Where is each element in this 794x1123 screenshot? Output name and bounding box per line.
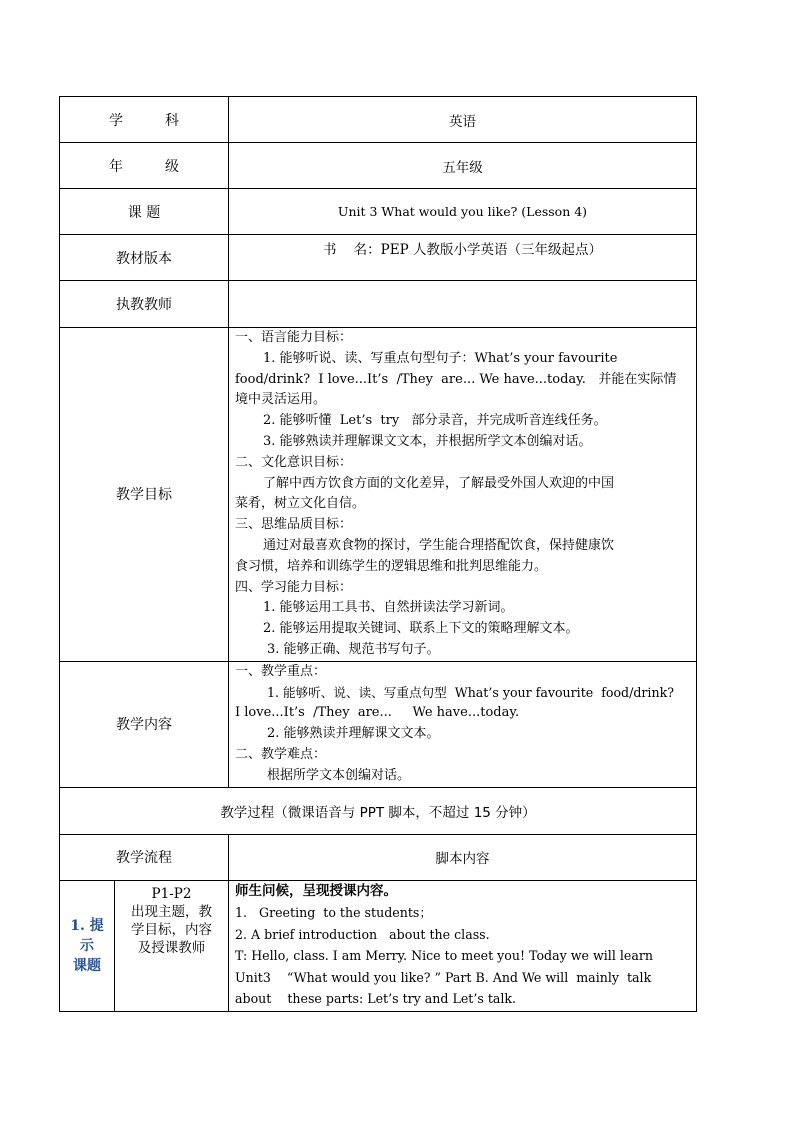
content-line: 1. 能够听、说、读、写重点句型 What’s your favourite food/drink?: [267, 684, 674, 700]
objectives-line: 1. 能够运用工具书、自然拼读法学习新词。: [263, 600, 514, 616]
objectives-line: 菜肴，树立文化自信。: [235, 496, 366, 512]
content-label: 教学内容: [60, 661, 229, 787]
subject-row: [60, 97, 697, 143]
textbook-value: 书 名：PEP 人教版小学英语（三年级起点）: [229, 235, 697, 281]
step1-row: [60, 880, 697, 1011]
process-title: 教学过程（微课语音与 PPT 脚本，不超过 15 分钟）: [60, 787, 697, 834]
objectives-cell: [229, 328, 697, 662]
step1-name-line: 示: [80, 937, 94, 954]
objectives-line: 二、文化意识目标：: [235, 454, 353, 470]
process-header-row: [60, 834, 697, 880]
step1-script: [229, 880, 697, 1011]
step1-desc-line: 学目标，内容: [131, 921, 212, 938]
objectives-row: [60, 328, 697, 662]
objectives-label: 教学目标: [60, 328, 229, 662]
objectives-line: 食习惯，培养和训练学生的逻辑思维和批判思维能力。: [235, 558, 548, 574]
process-title-row: [60, 787, 697, 834]
topic-label: 课 题: [60, 189, 229, 235]
objectives-line: 1. 能够听说、读、写重点句型句子：What’s your favourite: [263, 350, 618, 366]
lesson-plan-table: [59, 96, 697, 1012]
content-cell: [229, 661, 697, 787]
objectives-line: 3. 能够熟读并理解课文文本，并根据所学文本创编对话。: [263, 433, 592, 449]
step1-desc-line: 出现主题，教: [131, 903, 212, 920]
objectives-line: 三、思维品质目标：: [235, 517, 353, 533]
step1-desc: [115, 880, 229, 1011]
teacher-value: [229, 281, 697, 328]
grade-value: 五年级: [229, 143, 697, 189]
step1-script-line: about these parts: Let’s try and Let’s talk.: [235, 991, 517, 1007]
step1-script-line: 1. Greeting to the students；: [235, 905, 432, 921]
topic-value: Unit 3 What would you like? (Lesson 4): [229, 189, 697, 235]
content-row: [60, 661, 697, 787]
step1-script-line: 师生问候，呈现授课内容。: [235, 882, 397, 899]
step1-pages: P1-P2: [151, 885, 192, 902]
step1-script-line: T: Hello, class. I am Merry. Nice to meet you! Today we will learn: [235, 948, 653, 964]
objectives-line: 了解中西方饮食方面的文化差异，了解最受外国人欢迎的中国: [263, 475, 615, 491]
step1-name: [60, 880, 115, 1011]
subject-value: 英语: [229, 97, 697, 143]
content-line: 二、教学难点：: [235, 746, 327, 762]
textbook-row: [60, 235, 697, 281]
objectives-line: 2. 能够运用提取关键词、联系上下文的策略理解文本。: [263, 621, 579, 637]
objectives-line: 四、学习能力目标：: [235, 579, 353, 595]
script-header: 脚本内容: [229, 834, 697, 880]
objectives-line: 境中灵活运用。: [235, 392, 327, 408]
topic-row: [60, 189, 697, 235]
grade-label: 年 级: [60, 143, 229, 189]
content-line: 2. 能够熟读并理解课文文本。: [267, 726, 440, 742]
subject-label: 学 科: [60, 97, 229, 143]
step1-script-line: Unit3 “What would you like? ” Part B. And We will mainly talk: [235, 969, 652, 985]
objectives-line: 2. 能够听懂 Let’s try 部分录音，并完成听音连线任务。: [263, 413, 607, 429]
objectives-line: food/drink? I love...It’s /They are... We have...today. 并能在实际情: [235, 371, 677, 387]
flow-header: 教学流程: [60, 834, 229, 880]
objectives-line: 一、语言能力目标：: [235, 330, 353, 345]
teacher-label: 执教教师: [60, 281, 229, 328]
step1-script-line: 2. A brief introduction about the class.: [235, 926, 490, 942]
content-line: I love...It’s /They are... We have...today.: [235, 705, 520, 721]
step1-desc-line: 及授课教师: [137, 939, 206, 956]
step1-name-line: 1. 提: [70, 917, 104, 934]
content-line: 根据所学文本创编对话。: [267, 767, 411, 783]
grade-row: [60, 143, 697, 189]
objectives-line: 3. 能够正确、规范书写句子。: [267, 641, 440, 657]
teacher-row: [60, 281, 697, 328]
content-line: 一、教学重点：: [235, 663, 327, 679]
textbook-label: 教材版本: [60, 235, 229, 281]
step1-name-line: 课题: [73, 957, 101, 974]
objectives-line: 通过对最喜欢食物的探讨，学生能合理搭配饮食，保持健康饮: [263, 537, 615, 553]
